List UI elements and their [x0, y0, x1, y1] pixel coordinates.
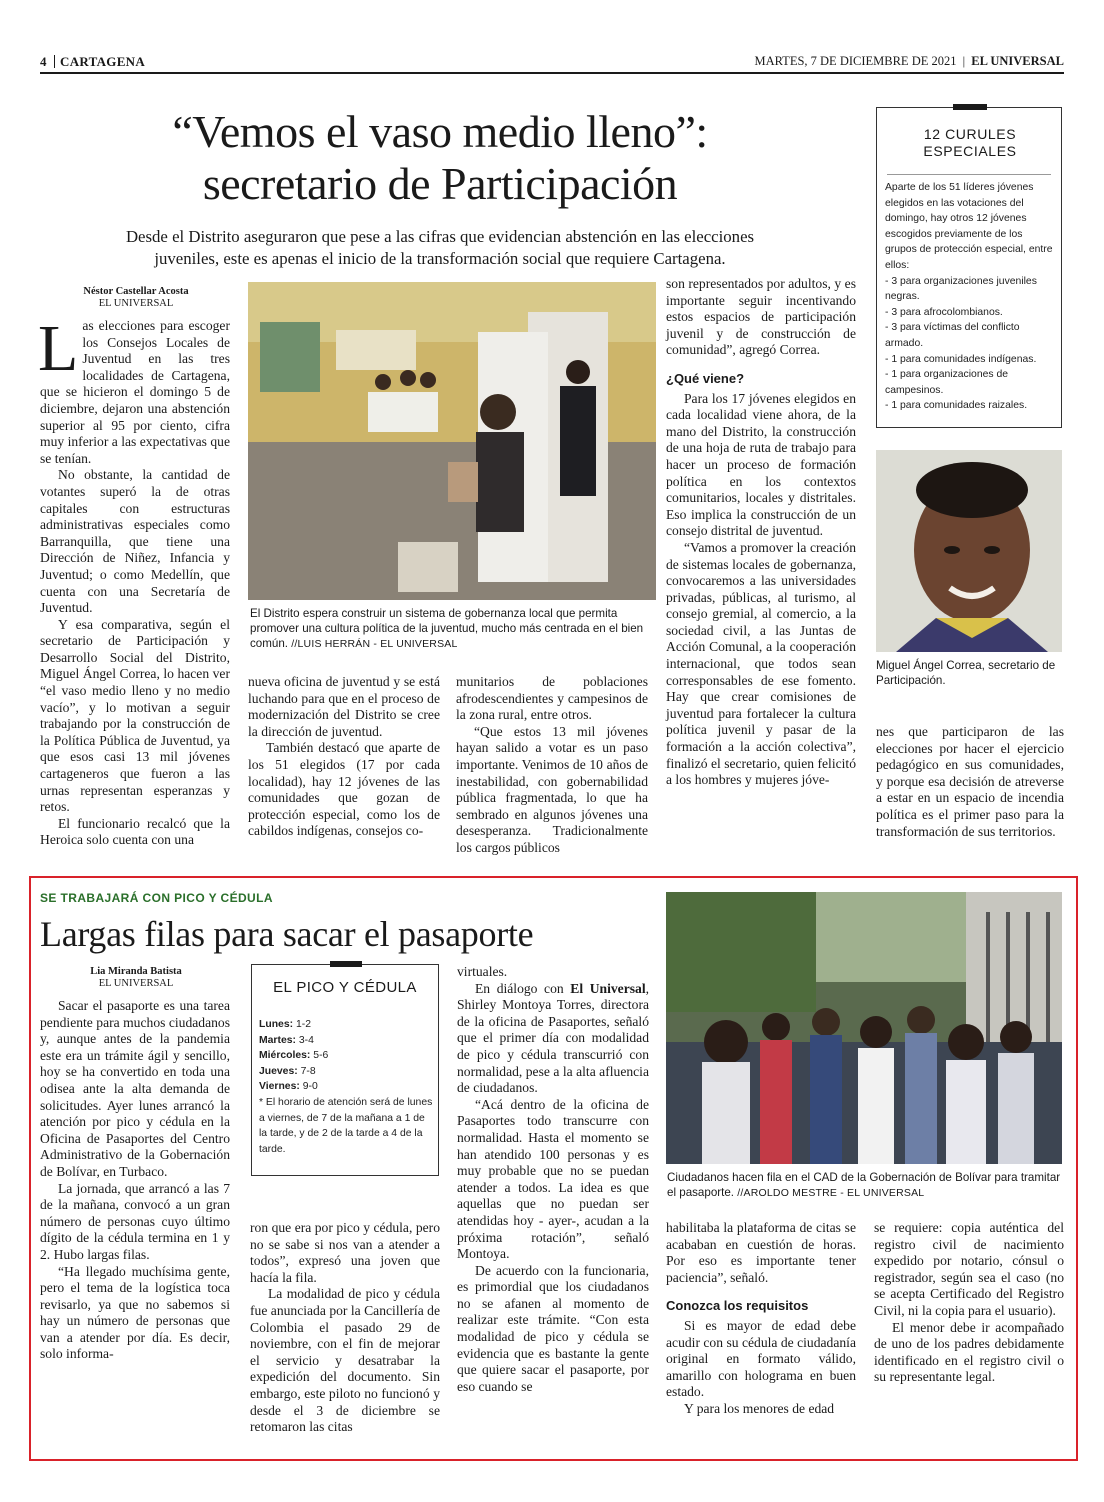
page-header: [40, 54, 1064, 72]
caption-text: El Distrito espera construir un sistema de gobernanza local que permita promover una cultura política de la juventud, mucho más centrada en el bien común.: [250, 607, 644, 650]
article1-headline: [40, 106, 840, 210]
caption-text: Ciudadanos hacen fila en el CAD de la Gobernación de Bolívar para tramitar el pasaporte.: [667, 1171, 1061, 1199]
schedule-row: [259, 1048, 433, 1064]
article2-kicker: SE TRABAJARÁ CON PICO Y CÉDULA: [40, 891, 273, 905]
sidebar-rule: [887, 174, 1051, 175]
article1-deck: [40, 226, 840, 270]
sidebar-top-tab: [953, 104, 987, 110]
article2-column-4: [666, 1220, 856, 1418]
paragraph: Si es mayor de edad debe acudir con su cédula de ciudadanía original en formato válido, amarillo con holograma en buen estado.: [666, 1317, 856, 1400]
article2-column-3: [457, 964, 649, 1395]
schedule-row: [259, 1033, 433, 1049]
issue-date: MARTES, 7 DE DICIEMBRE DE 2021 | EL UNIVERSAL: [754, 54, 1064, 68]
day-digits: 7-8: [300, 1065, 316, 1077]
article2-byline: [42, 966, 230, 990]
deck-line-2: juveniles, este es apenas el inicio de la transformación social que requiere Cartagena.: [154, 249, 726, 268]
paragraph: virtuales.: [457, 964, 508, 979]
portrait-caption: Miguel Ángel Correa, secretario de Participación.: [876, 659, 1056, 687]
text-run: En diálogo con: [475, 980, 571, 996]
sidebar-item: - 3 para organizaciones juveniles negras.: [885, 275, 1037, 303]
paragraph: Sacar el pasaporte es una tarea pendiente para muchos ciudadanos y, aunque antes de la pandemia este era un trámite ágil y sencillo, hoy se ha convertido en toda una odisea ante la alta demanda de solicitudes. Ayer lunes arrancó la atención por pico y cédula en la Oficina de Pasaportes del Centro Administrativo de la Gobernación de Bolívar, en Turbaco.: [40, 998, 230, 1179]
paragraph: [457, 981, 649, 1097]
day-label: Viernes:: [259, 1081, 300, 1093]
sidebar-title-line-2: ESPECIALES: [923, 143, 1017, 159]
passport-photo-caption: [667, 1170, 1063, 1201]
box-top-tab: [330, 961, 362, 967]
day-label: Jueves:: [259, 1065, 298, 1077]
paragraph: as elecciones para escoger los Consejos Locales de Juventud en las tres localidades de Cartagena, que se hicieron el domingo 5 de diciembre, dejaron una abstención superior al 95 por ciento, cifra muy inferior a las expectativas que se tenían.: [40, 318, 230, 466]
paragraph: “Que estos 13 mil jóvenes hayan salido a votar es un paso importante. Venimos de 10 años de inestabilidad, con gobernabilidad pública fragmentada, lo que ha sembrado en algunos jóvenes una desesperanza. Tradicionalmente los cargos públicos: [456, 723, 648, 855]
drop-cap: L: [38, 312, 79, 385]
deck-line-1: Desde el Distrito aseguraron que pese a las cifras que evidencian abstención en las elecciones: [125, 227, 755, 246]
paragraph: “Ha llegado muchísima gente, pero el tema de la logística toca revisarlo, ya que no sabemos si hay un número de personas que van a atender por día. Es decir, solo informa-: [40, 1263, 230, 1362]
paragraph: Y esa comparativa, según el secretario de Participación y Desarrollo Social del Distrito, Miguel Ángel Correa, lo hacen ver “el vaso medio lleno y no medio vacío”, y lo motivan a seguir trabajando por la construcción de la Política Pública de Juventud, ya que esos casi 13 mil jóvenes cartageneros que fueron a las urnas representan esperanzas y retos.: [40, 616, 230, 815]
article2-column-2: [250, 1220, 440, 1436]
paragraph: Para los 17 jóvenes elegidos en cada localidad viene ahora, de la mano del Distrito, la construcción de una hoja de ruta de trabajo para hacer un proceso de formación política en los contextos comunitarios, locales y distritales. Eso implica la construcción de un consejo distrital de juventud.: [666, 390, 856, 539]
author-outlet: EL UNIVERSAL: [98, 298, 174, 309]
paragraph: De acuerdo con la funcionaria, es primordial que los ciudadanos no se afanen al momento de realizar este trámite. “Con esta modalidad de pico y cédula se evidencia que es bastante la gente que quiere sacar el pasaporte, por eso cuando se: [457, 1262, 649, 1394]
schedule-note: * El horario de atención será de lunes a viernes, de 7 de la mañana a 1 de la tarde, y de 2 de la tarde a 4 de la tarde.: [259, 1096, 433, 1155]
sidebar-item: - 1 para organizaciones de campesinos.: [885, 369, 1009, 396]
headline-line-2: secretario de Participación: [202, 158, 678, 209]
schedule-row: [259, 1064, 433, 1080]
portrait-image: [876, 450, 1062, 652]
article1-byline: [42, 286, 230, 310]
header-rule: [40, 72, 1064, 74]
article2-column-5: [874, 1220, 1064, 1386]
subhead-que-viene: ¿Qué viene?: [666, 370, 745, 386]
paragraph: También destacó que aparte de los 51 elegidos (17 por cada localidad), hay 12 jóvenes de las comunidades que gozan de protección especial, como los de cabildos indígenas, consejos co-: [248, 740, 440, 839]
day-digits: 1-2: [295, 1019, 311, 1030]
crowd-image: [666, 892, 1062, 1164]
paragraph: munitarios de poblaciones afrodescendientes y campesinos de la zona rural, entre otros.: [456, 674, 648, 723]
paragraph: se requiere: copia auténtica del registro civil de nacimiento expedido por notario, cónsul o registrador, según sea el caso (no se acepta Certificado del Registro Civil, ni la copia para el usuario).: [874, 1220, 1064, 1318]
paragraph: La modalidad de pico y cédula fue anunciada por la Cancillería de Colombia el pasado 29 de noviembre, con el fin de mejorar el servicio y desatrabar la expedición del documento. Sin embargo, este piloto no funcionó y desde el 3 de diciembre se retomaron las citas: [250, 1286, 440, 1435]
paragraph: El menor debe ir acompañado de uno de los padres debidamente identificado en el registro civil o su representante legal.: [874, 1319, 1064, 1385]
headline-line-1: “Vemos el vaso medio lleno”:: [172, 106, 708, 157]
day-digits: 5-6: [313, 1050, 329, 1062]
sidebar-item: - 3 para víctimas del conflicto armado.: [885, 322, 1020, 349]
header-divider: [54, 55, 55, 68]
paragraph: “Vamos a promover la creación de sistemas locales de gobernanza, convocaremos a las universidades privadas, públicas, al turismo, al consejo gremial, al comercio, a la sociedad civil, a las Juntas de Acción Comunal, a la cooperación internacional, que todos sean corresponsables de ese fomento. Hay que crear comisiones de juventud para fortalecer la cultura política juvenil y pasar de la formación a la acción colectiva”, finalizó el secretario, quien felicitó a los hombres y mujeres jóve-: [666, 539, 856, 788]
voting-photo: [248, 282, 656, 600]
day-digits: 3-4: [298, 1034, 314, 1046]
author-name: Néstor Castellar Acosta: [83, 286, 189, 297]
paragraph: habilitaba la plataforma de citas se acababan en cuestión de horas. Por eso es importante tener paciencia”, señaló.: [666, 1220, 856, 1285]
day-label: Miércoles:: [259, 1050, 311, 1062]
paragraph: nueva oficina de juventud y se está luchando para que en el proceso de modernización del Distrito se cree la dirección de juventud.: [248, 674, 440, 739]
schedule-row: [259, 1017, 433, 1033]
date-text: MARTES, 7 DE DICIEMBRE DE 2021: [754, 54, 957, 68]
schedule-row: [259, 1079, 433, 1095]
box-title: EL PICO Y CÉDULA: [273, 979, 417, 996]
sidebar-item: - 1 para comunidades indígenas.: [885, 353, 1037, 365]
paragraph: La jornada, que arrancó a las 7 de la mañana, convocó a un gran número de personas cuyo último dígito de la cédula termina en 1 y 2. Hubo largas filas.: [40, 1180, 230, 1262]
paragraph: El funcionario recalcó que la Heroica solo cuenta con una: [40, 815, 230, 848]
article1-column-2: [248, 674, 440, 840]
sidebar-body: [885, 180, 1055, 414]
article1-column-1: [38, 312, 230, 849]
subhead-requisitos: Conozca los requisitos: [666, 1298, 809, 1314]
article1-column-3: [456, 674, 648, 857]
paragraph: “Acá dentro de la oficina de Pasaportes todo transcurre con normalidad. Hasta el momento se han atendido 100 personas y es muy probable que no se puedan atender a todos. La idea es que aquellas que no puedan ser atendidas hoy - ayer-, acudan a la próxima rotación”, señaló Montoya.: [457, 1096, 649, 1262]
author-name: Lia Miranda Batista: [90, 966, 182, 977]
voting-scene-image: [248, 282, 656, 600]
page-number: 4: [40, 54, 47, 69]
section-name: CARTAGENA: [60, 54, 146, 69]
paragraph: Y para los menores de edad: [684, 1400, 835, 1416]
day-label: Martes:: [259, 1034, 296, 1046]
passport-line-photo: [666, 892, 1062, 1164]
sidebar-item: - 3 para afrocolombianos.: [885, 306, 1003, 318]
sidebar-title: [877, 126, 1063, 160]
day-label: Lunes:: [259, 1019, 294, 1030]
text-run: , Shirley Montoya Torres, directora de la oficina de Pasaportes, señaló que el primer día con modalidad de pico y cédula transcurrió con normalidad, pese a la alta afluencia de ciudadanos.: [457, 980, 650, 1096]
sidebar-intro: Aparte de los 51 líderes jóvenes elegidos en las votaciones del domingo, hay otros 12 jóvenes escogidos previamente de los grupos de protección especial, entre ellos:: [885, 182, 1053, 271]
article1-column-5: [876, 724, 1064, 840]
article1-column-4: [666, 276, 856, 789]
photo-credit: //AROLDO MESTRE - EL UNIVERSAL: [737, 1187, 925, 1199]
portrait-photo: [876, 450, 1062, 652]
sidebar-box: [876, 107, 1062, 428]
paragraph: son representados por adultos, y es importante seguir incentivando estos espacios de participación juvenil y de construcción de comunidad”, agregó Correa.: [666, 276, 856, 358]
newspaper-mention: El Universal: [570, 980, 646, 996]
day-digits: 9-0: [302, 1081, 318, 1093]
sidebar-title-line-1: 12 CURULES: [923, 126, 1017, 142]
newspaper-name: EL UNIVERSAL: [971, 54, 1064, 68]
voting-photo-caption: [250, 606, 656, 652]
author-outlet: EL UNIVERSAL: [98, 978, 174, 989]
article2-headline: Largas filas para sacar el pasaporte: [40, 914, 534, 954]
photo-credit: //LUIS HERRÁN - EL UNIVERSAL: [291, 638, 458, 650]
pico-cedula-box: [251, 964, 439, 1176]
box-schedule: [259, 1017, 433, 1157]
paragraph: ron que era por pico y cédula, pero no se sabe si nos van a atender a todos”, expresó una joven que hacía la fila.: [250, 1220, 440, 1285]
article2-column-1: [40, 998, 230, 1363]
paragraph: No obstante, la cantidad de votantes superó la de otras capitales con estructuras administrativas especiales como Barranquilla, que tiene una Dirección de Niñez, Infancia y Juventud; o como Medellín, que cuenta con una Secretaría de Juventud.: [40, 467, 230, 616]
sidebar-item: - 1 para comunidades raizales.: [885, 400, 1028, 412]
paragraph: nes que participaron de las elecciones por hacer el ejercicio pedagógico en sus comunidades, y porque esa decisión de atreverse a estar en un espacio de incendia política es el primer paso para la transformación de sus territorios.: [876, 724, 1064, 839]
